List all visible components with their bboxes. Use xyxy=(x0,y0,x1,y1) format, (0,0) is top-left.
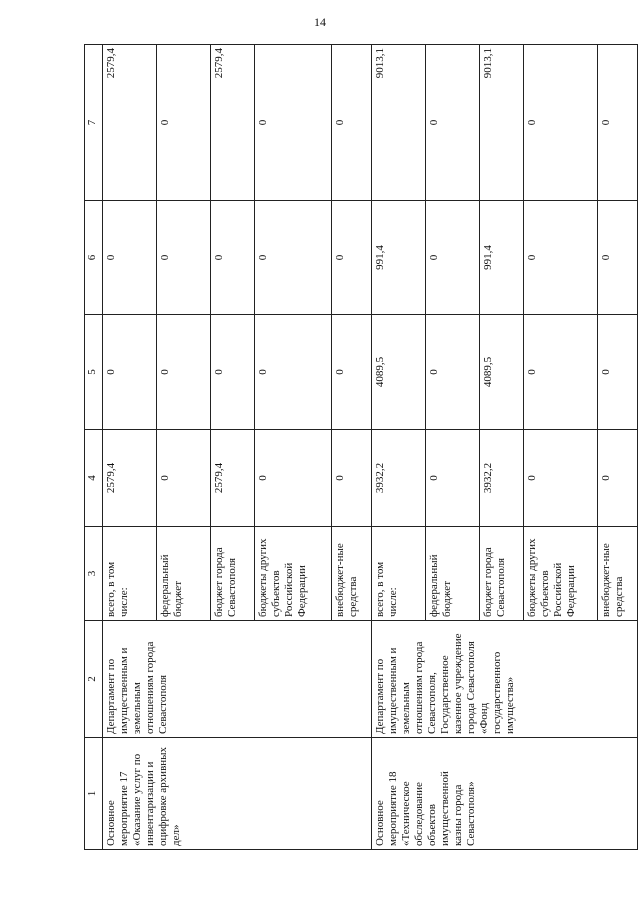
value-cell: 0 xyxy=(255,430,332,527)
rotated-table-container xyxy=(84,45,625,850)
page-number: 14 xyxy=(314,15,326,29)
value-cell: 0 xyxy=(332,430,372,527)
source-cell: всего, в том числе: xyxy=(103,527,157,621)
value-cell: 0 xyxy=(157,430,211,527)
value-cell: 0 xyxy=(598,430,638,527)
value-cell: 3932,2 xyxy=(372,430,426,527)
source-cell: федеральный бюджет xyxy=(426,527,480,621)
source-cell: бюджеты других субъектов Российской Федерации xyxy=(524,527,598,621)
header-cell-7: 7 xyxy=(85,45,103,201)
total-cell: 0 xyxy=(255,45,332,201)
header-cell-6: 6 xyxy=(85,201,103,315)
value-cell: 0 xyxy=(255,201,332,315)
header-cell-1: 1 xyxy=(85,738,103,850)
value-cell: 0 xyxy=(211,201,255,315)
source-cell: бюджеты других субъектов Российской Федерации xyxy=(255,527,332,621)
source-cell: всего, в том числе: xyxy=(372,527,426,621)
total-cell: 0 xyxy=(332,45,372,201)
value-cell: 0 xyxy=(157,315,211,430)
executor-cell: Департамент по имущественным и земельным отношениям города Севастополя xyxy=(103,621,372,738)
total-cell: 0 xyxy=(598,45,638,201)
header-cell-5: 5 xyxy=(85,315,103,430)
value-cell: 0 xyxy=(332,201,372,315)
event-cell: Основное мероприятие 17 «Оказание услуг по инвентаризации и оцифровке архивных дел» xyxy=(103,738,372,850)
total-cell: 0 xyxy=(524,45,598,201)
total-cell: 2579,4 xyxy=(103,45,157,201)
value-cell: 0 xyxy=(598,315,638,430)
executor-cell: Департамент по имущественным и земельным отношениям города Севастополя, Государственное казенное учреждение города Севастополя «Фонд государственного имущества» xyxy=(372,621,638,738)
value-cell: 2579,4 xyxy=(103,430,157,527)
table-row xyxy=(372,45,426,850)
total-cell: 0 xyxy=(426,45,480,201)
source-cell: внебюджет-ные средства xyxy=(598,527,638,621)
total-cell: 0 xyxy=(157,45,211,201)
total-cell: 9013,1 xyxy=(480,45,524,201)
total-cell: 2579,4 xyxy=(211,45,255,201)
value-cell: 4089,5 xyxy=(372,315,426,430)
table-row xyxy=(103,45,157,850)
value-cell: 0 xyxy=(524,201,598,315)
value-cell: 0 xyxy=(332,315,372,430)
budget-table xyxy=(84,44,638,850)
value-cell: 0 xyxy=(157,201,211,315)
value-cell: 991,4 xyxy=(480,201,524,315)
value-cell: 991,4 xyxy=(372,201,426,315)
header-row xyxy=(85,45,103,850)
header-cell-4: 4 xyxy=(85,430,103,527)
source-cell: внебюджет-ные средства xyxy=(332,527,372,621)
value-cell: 0 xyxy=(103,315,157,430)
value-cell: 0 xyxy=(426,201,480,315)
value-cell: 3932,2 xyxy=(480,430,524,527)
value-cell: 0 xyxy=(524,430,598,527)
value-cell: 0 xyxy=(598,201,638,315)
header-cell-2: 2 xyxy=(85,621,103,738)
value-cell: 0 xyxy=(426,315,480,430)
header-cell-3: 3 xyxy=(85,527,103,621)
value-cell: 0 xyxy=(103,201,157,315)
value-cell: 0 xyxy=(211,315,255,430)
source-cell: бюджет города Севастополя xyxy=(480,527,524,621)
value-cell: 0 xyxy=(255,315,332,430)
value-cell: 0 xyxy=(524,315,598,430)
source-cell: федеральный бюджет xyxy=(157,527,211,621)
source-cell: бюджет города Севастополя xyxy=(211,527,255,621)
value-cell: 0 xyxy=(426,430,480,527)
total-cell: 9013,1 xyxy=(372,45,426,201)
value-cell: 4089,5 xyxy=(480,315,524,430)
event-cell: Основное мероприятие 18 «Техническое обследование объектов имущественной казны города Севастополя» xyxy=(372,738,638,850)
value-cell: 2579,4 xyxy=(211,430,255,527)
